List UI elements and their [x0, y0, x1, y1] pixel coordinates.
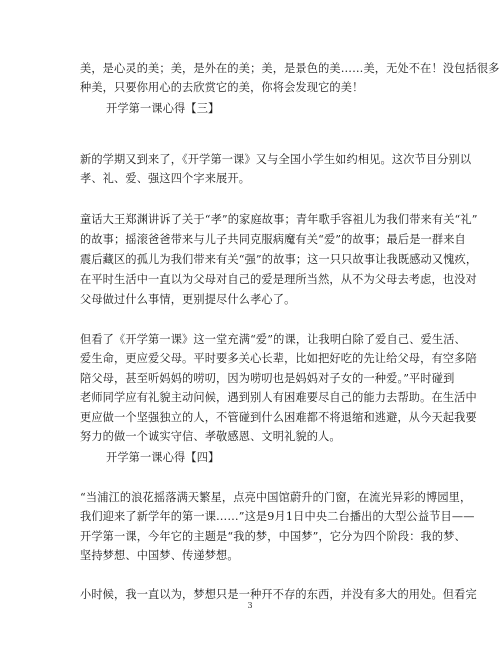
body-text-line: 但看了《开学第一课》这一堂充满“爱”的课，让我明白除了爱自己、爱生活、: [80, 333, 466, 346]
body-text-line: 孝、礼、爱、强这四个字来展开。: [80, 172, 251, 185]
section-heading: 开学第一课心得【四】: [106, 451, 220, 464]
body-text-line: 爱生命，更应爱父母。平时要多关心长辈，比如把好吃的先让给父母，有空多陪: [80, 352, 477, 365]
body-text-line: 更应做一个坚强独立的人，不管碰到什么困难都不将退缩和逃避，从今天起我要: [80, 411, 477, 424]
body-text-line: 美，是心灵的美；美，是外在的美；美，是景色的美……美，无处不在！没包括很多: [80, 62, 500, 75]
body-text-line: 在平时生活中一直以为父母对自己的爱是理所当然，从不为父母去考虑，也没对: [80, 273, 477, 286]
body-text-line: “当浦江的浪花摇落满天繁星，点亮中国馆蔚升的门窗，在流光异彩的博园里，: [80, 491, 472, 504]
body-text-line: 种美，只要你用心的去欣赏它的美，你将会发现它的美！: [80, 81, 364, 94]
body-text-line: 童话大王郑渊讲诉了关于“孝”的家庭故事；青年歌手容祖儿为我们带来有关“礼”: [80, 213, 478, 226]
body-text-line: 震后藏区的孤儿为我们带来有关“强”的故事；这一只只故事让我既感动又愧疚，: [80, 253, 478, 266]
body-text-line: 父母做过什么事情，更别提尽什么孝心了。: [80, 293, 296, 306]
body-text-line: 我们迎来了新学年的第一课……”这是9月1日中央二台播出的大型公益节目——: [80, 510, 475, 523]
body-text-line: 新的学期又到来了，《开学第一课》又与全国小学生如约相见。这次节目分别以: [80, 153, 472, 166]
body-text-line: 坚持梦想、中国梦、传递梦想。: [80, 549, 239, 562]
page-number: 3: [247, 601, 253, 610]
body-text-line: 开学第一课，今年它的主题是“我的梦，中国梦”，它分为四个阶段：我的梦、: [80, 530, 466, 543]
body-text-line: 老师同学应有礼貌主动问候，遇到别人有困难要尽自己的能力去帮助。在生活中: [80, 391, 477, 404]
section-heading: 开学第一课心得【三】: [106, 102, 220, 115]
body-text-line: 陪父母，甚至听妈妈的唠叨，因为唠叨也是妈妈对子女的一种爱。”平时碰到: [80, 372, 455, 385]
body-text-line: 努力的做一个诚实守信、孝敬感恩、文明礼貌的人。: [80, 430, 341, 443]
body-text-line: 的故事；摇滚爸爸带来与儿子共同克服病魔有关“爱”的故事；最后是一群来自: [80, 233, 466, 246]
body-text-line: 小时候，我一直以为，梦想只是一种幵不存的东西，并没有多大的用处。但看完: [80, 588, 477, 601]
